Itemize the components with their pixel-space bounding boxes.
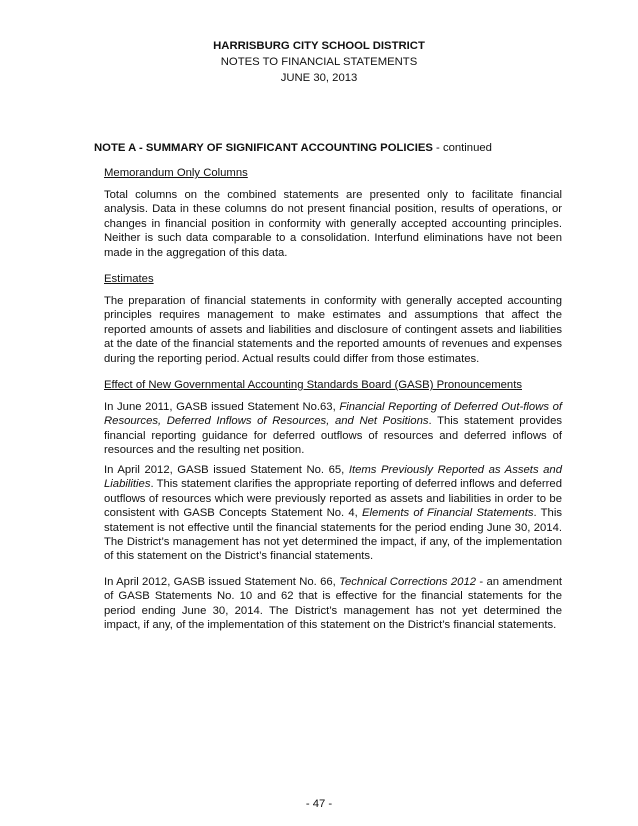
note-title	[94, 141, 614, 156]
text-run: In April 2012, GASB issued Statement No. 66,	[104, 576, 340, 588]
statement-title: Items Previously Reported as Assets and Liabilities	[104, 464, 562, 491]
page-header	[0, 38, 638, 86]
document-date: JUNE 30, 2013	[280, 72, 358, 84]
text-run: In April 2012, GASB issued Statement No. 65,	[104, 464, 349, 476]
note-title-main: NOTE A - SUMMARY OF SIGNIFICANT ACCOUNTING POLICIES	[94, 142, 433, 154]
text-run: . This statement is not effective until the financial statements for the period ending June 30, 2014. The District’s management has not yet determined the impact, if any, of the implementation of this statement on the District’s financial statements.	[104, 507, 562, 563]
statement-title: Technical Corrections 2012	[339, 576, 477, 588]
estimates-paragraph: The preparation of financial statements in conformity with generally accepted accounting principles requires management to make estimates and assumptions that affect the reported amounts of assets and liabilities and disclosure of contingent assets and liabilities at the date of the financial statements and the reported amounts of revenues and expenses during the reporting period. Actual results could differ from those estimates.	[104, 295, 562, 365]
gasb-paragraph-2	[104, 463, 562, 564]
document-title: NOTES TO FINANCIAL STATEMENTS	[220, 56, 418, 68]
text-run: In June 2011, GASB issued Statement No.63,	[104, 401, 340, 413]
gasb-paragraph-3	[104, 575, 562, 633]
gasb-paragraph-1	[104, 400, 562, 458]
estimates-heading: Estimates	[104, 273, 154, 285]
statement-title: Financial Reporting of Deferred Out-flows of Resources, Deferred Inflows of Resources, and Net Positions	[104, 401, 562, 428]
memorandum-heading: Memorandum Only Columns	[104, 167, 248, 179]
text-run: . This statement provides financial reporting guidance for deferred outflows of resources and deferred inflows of resources and the resulting net position.	[104, 415, 562, 457]
text-run: . This statement clarifies the appropriate reporting of deferred inflows and deferred outflows of resources which were previously reported as assets and liabilities in order to be consistent with GASB Concepts Statement No. 4,	[104, 478, 562, 520]
page-number: - 47 -	[305, 798, 333, 810]
note-title-suffix: - continued	[432, 142, 492, 154]
statement-title: Elements of Financial Statements	[362, 507, 534, 520]
gasb-heading: Effect of New Governmental Accounting Standards Board (GASB) Pronouncements	[104, 379, 522, 391]
organization-name: HARRISBURG CITY SCHOOL DISTRICT	[213, 40, 425, 52]
memorandum-paragraph: Total columns on the combined statements are presented only to facilitate financial analysis. Data in these columns do not present financial position, results of operations, or changes in financial position in conformity with generally accepted accounting principles. Neither is such data comparable to a consolidation. Interfund eliminations have not been made in the aggregation of this data.	[104, 189, 562, 259]
text-run: - an amendment of GASB Statements No. 10 and 62 that is effective for the financial statements for the period ending June 30, 2014. The District’s management has not yet determined the impact, if any, of the implementation of this statement on the District’s financial statements.	[104, 576, 562, 632]
